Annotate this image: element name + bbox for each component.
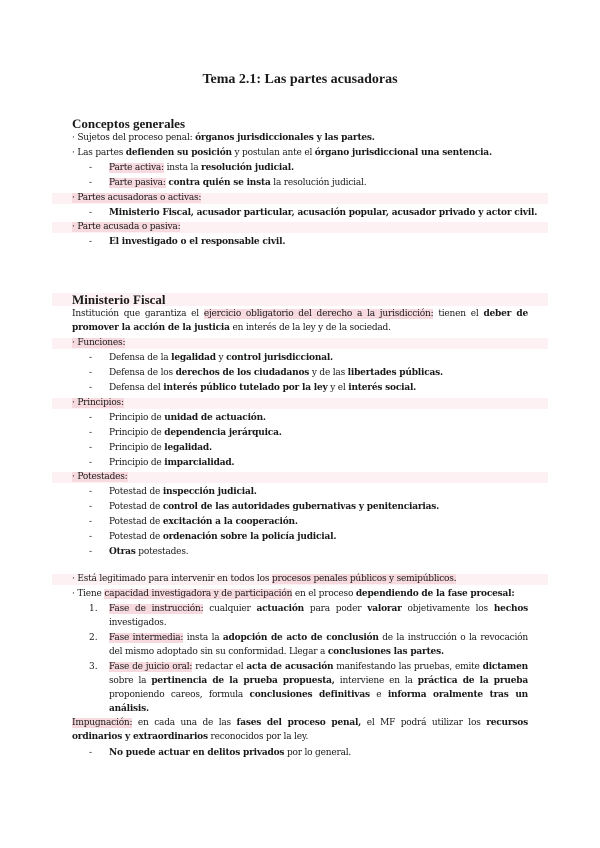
dash-bullet: -: [89, 383, 93, 393]
list-label: · Parte acusada o pasiva:: [72, 222, 181, 232]
list-item: Potestad de inspección judicial.: [109, 487, 257, 497]
list-item: Parte activa: insta la resolución judicial.: [109, 163, 294, 173]
list-label: · Potestades:: [72, 472, 128, 482]
text-line: · Está legitimado para intervenir en todos los procesos penales públicos y semipúblicos.: [72, 574, 457, 584]
numbered-item: Fase de instrucción: cualquier actuación para poder valorar objetivamente los hechos investigados.: [109, 604, 528, 628]
numbered-item: Fase intermedia: insta la adopción de acto de conclusión de la instrucción o la revocación del mismo adoptado sin su conformidad. Llegar a conclusiones las partes.: [109, 633, 528, 657]
list-item: Potestad de ordenación sobre la policía judicial.: [109, 532, 337, 542]
list-item: Potestad de excitación a la cooperación.: [109, 517, 298, 527]
list-label: · Partes acusadoras o activas:: [72, 193, 202, 203]
numbered-item: Fase de juicio oral: redactar el acta de acusación manifestando las pruebas, emite dictamen sobre la pertinencia de la prueba propuesta, interviene en la práctica de la prueba proponiendo careos, formula conclusiones definitivas e informa oralmente tras un análisis.: [109, 662, 529, 714]
dash-bullet: -: [89, 428, 93, 438]
section-heading-conceptos: Conceptos generales: [72, 116, 186, 131]
dash-bullet: -: [89, 532, 93, 542]
dash-bullet: -: [89, 487, 93, 497]
section-heading-ministerio: Ministerio Fiscal: [72, 292, 166, 307]
list-item: Principio de dependencia jerárquica.: [109, 428, 282, 438]
list-label: · Funciones:: [72, 338, 126, 348]
list-number: 1.: [89, 604, 98, 614]
list-number: 2.: [89, 633, 98, 643]
list-item: No puede actuar en delitos privados por lo general.: [109, 748, 352, 758]
dash-bullet: -: [89, 178, 93, 188]
dash-bullet: -: [89, 547, 93, 557]
list-item: Principio de imparcialidad.: [109, 458, 235, 468]
dash-bullet: -: [89, 237, 93, 247]
list-item: Principio de unidad de actuación.: [109, 413, 266, 423]
dash-bullet: -: [89, 368, 93, 378]
list-item: Principio de legalidad.: [109, 443, 212, 453]
text-line: · Las partes defienden su posición y postulan ante el órgano jurisdiccional una sentencia.: [72, 148, 492, 158]
dash-bullet: -: [89, 458, 93, 468]
list-item: Defensa del interés público tutelado por la ley y el interés social.: [109, 383, 417, 393]
dash-bullet: -: [89, 208, 93, 218]
dash-bullet: -: [89, 413, 93, 423]
dash-bullet: -: [89, 517, 93, 527]
intro-paragraph: Institución que garantiza el ejercicio obligatorio del derecho a la jurisdicción: tienen el deber de promover la acción de la justicia en interés de la ley y de la sociedad.: [72, 309, 528, 333]
dash-bullet: -: [89, 502, 93, 512]
list-item: Defensa de la legalidad y control jurisdiccional.: [109, 353, 333, 363]
list-item: Parte pasiva: contra quién se insta la resolución judicial.: [109, 178, 367, 188]
dash-bullet: -: [89, 353, 93, 363]
list-number: 3.: [89, 662, 98, 672]
list-item: Defensa de los derechos de los ciudadanos y de las libertades públicas.: [109, 368, 443, 378]
list-label: · Principios:: [72, 398, 124, 408]
highlight-band: [52, 398, 548, 409]
dash-bullet: -: [89, 748, 93, 758]
document-title: Tema 2.1: Las partes acusadoras: [202, 72, 398, 87]
dash-bullet: -: [89, 163, 93, 173]
list-item: Otras potestades.: [109, 547, 189, 557]
dash-bullet: -: [89, 443, 93, 453]
list-item: Potestad de control de las autoridades gubernativas y penitenciarias.: [109, 502, 440, 512]
list-item: Ministerio Fiscal, acusador particular, acusación popular, acusador privado y actor civil.: [109, 208, 538, 218]
impugnacion-paragraph: Impugnación: en cada una de las fases del proceso penal, el MF podrá utilizar los recursos ordinarios y extraordinarios reconocidos por la ley.: [72, 718, 528, 742]
highlight-band: [52, 338, 548, 349]
text-line: · Tiene capacidad investigadora y de participación en el proceso dependiendo de la fase procesal:: [72, 589, 515, 599]
text-line: · Sujetos del proceso penal: órganos jurisdiccionales y las partes.: [72, 133, 375, 143]
list-item: El investigado o el responsable civil.: [109, 237, 286, 247]
